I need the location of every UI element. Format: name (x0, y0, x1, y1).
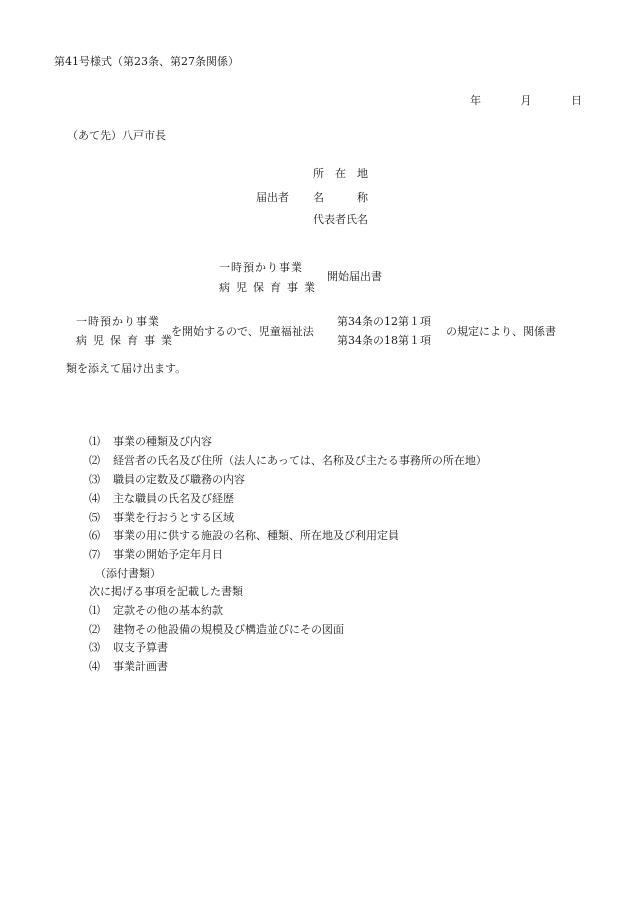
list-item: ⑶ 職員の定数及び職務の内容 (89, 473, 245, 486)
list-item: ⑴ 事業の種類及び内容 (89, 435, 212, 448)
body-end: の規定により、関係書 (446, 325, 556, 338)
title-project-1: 一時預かり事業 (219, 261, 303, 274)
body-line-2: 類を添えて届け出ます。 (66, 362, 187, 375)
date-month: 月 (520, 94, 532, 107)
body-project-2: 病児保育事業 (76, 334, 178, 347)
body-mid: を開始するので、児童福祉法 (171, 325, 314, 338)
notifier-label: 届出者 (256, 191, 289, 204)
addressee: （あて先）八戸市長 (67, 129, 166, 142)
body-article-1: 第34条の12第１項 (337, 315, 431, 328)
date-line (470, 95, 582, 106)
notifier-name: 名 称 (313, 191, 368, 204)
title-suffix: 開始届出書 (327, 270, 382, 283)
date-year: 年 (470, 94, 481, 107)
list-item: ⑵ 経営者の氏名及び住所（法人にあっては、名称及び主たる事務所の所在地） (89, 454, 487, 467)
body-project-1: 一時預かり事業 (76, 315, 160, 328)
notifier-location: 所 在 地 (313, 167, 368, 180)
title-project-2: 病児保育事業 (219, 281, 321, 294)
list-item: ⑴ 定款その他の基本約款 (89, 604, 223, 617)
list-item: ⑷ 事業計画書 (89, 660, 168, 673)
list-item: ⑹ 事業の用に供する施設の名称、種類、所在地及び利用定員 (89, 529, 399, 542)
form-number: 第41号様式（第23条、第27条関係） (54, 55, 239, 68)
body-article-2: 第34条の18第１項 (337, 334, 431, 347)
date-day: 日 (571, 94, 582, 107)
notifier-representative: 代表者氏名 (313, 213, 368, 226)
attachments-intro: 次に掲げる事項を記載した書類 (89, 585, 243, 598)
list-item: ⑵ 建物その他設備の規模及び構造並びにその図面 (89, 623, 344, 636)
list-item: ⑸ 事業を行おうとする区域 (89, 511, 234, 524)
attachments-heading: （添付書類） (95, 567, 161, 580)
list-item: ⑷ 主な職員の氏名及び経歴 (89, 492, 234, 505)
list-item: ⑺ 事業の開始予定年月日 (89, 548, 223, 561)
list-item: ⑶ 収支予算書 (89, 641, 168, 654)
